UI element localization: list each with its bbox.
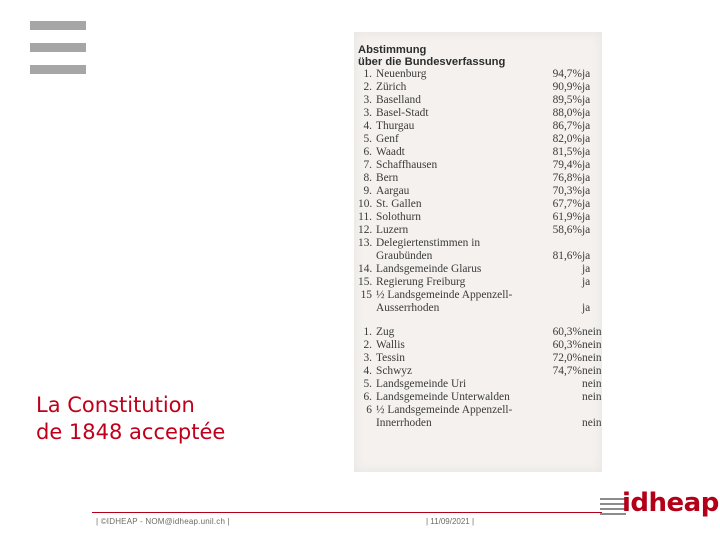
- table-row: [358, 365, 602, 378]
- canton-name: Schwyz: [376, 365, 413, 377]
- canton-name: Waadt: [376, 146, 405, 158]
- canton-name: Regierung Freiburg: [376, 276, 466, 288]
- table-row: [358, 339, 602, 352]
- row-number: 4.: [363, 365, 372, 377]
- row-number: 3.: [363, 94, 372, 106]
- row-number: 6.: [363, 146, 372, 158]
- row-number: 5.: [363, 378, 372, 390]
- vote-result: ja: [582, 185, 591, 197]
- row-number: 2.: [363, 81, 372, 93]
- vote-result: ja: [582, 211, 591, 223]
- canton-name: Zug: [376, 326, 395, 338]
- table-title-line2: über die Bundesverfassung: [358, 56, 506, 68]
- vote-result: ja: [582, 250, 591, 262]
- menu-bar: [30, 65, 86, 74]
- vote-result: ja: [582, 159, 591, 171]
- table-row: [358, 263, 594, 276]
- row-number: 4.: [363, 120, 372, 132]
- canton-name: Aargau: [376, 185, 410, 197]
- canton-name: Landsgemeinde Uri: [376, 378, 467, 390]
- canton-name: Wallis: [376, 339, 405, 351]
- menu-icon[interactable]: [30, 21, 86, 87]
- table-row: [358, 250, 594, 263]
- vote-result: ja: [582, 68, 591, 80]
- vote-result: ja: [582, 302, 591, 314]
- row-number: 1.: [363, 326, 372, 338]
- row-number: 5.: [363, 133, 372, 145]
- vote-result: ja: [582, 146, 591, 158]
- row-number: 15.: [358, 276, 373, 288]
- menu-bar: [30, 21, 86, 30]
- footer-divider: [92, 512, 602, 513]
- table-row: [358, 391, 602, 404]
- canton-name: Graubünden: [376, 250, 433, 262]
- table-row: [358, 120, 594, 133]
- table-row: [358, 107, 594, 120]
- vote-result: ja: [582, 133, 591, 145]
- canton-name: Baselland: [376, 94, 421, 106]
- vote-result: ja: [582, 263, 591, 275]
- row-number: 10.: [358, 198, 373, 210]
- vote-result: nein: [582, 326, 602, 338]
- row-number: 6.: [363, 391, 372, 403]
- table-row: [358, 185, 594, 198]
- idheap-logo: [600, 488, 719, 520]
- table-title-line1: Abstimmung: [358, 44, 427, 56]
- row-number: 13.: [358, 237, 373, 249]
- vote-result: nein: [582, 417, 602, 429]
- footer-contact: | ©IDHEAP - NOM@idheap.unil.ch |: [96, 517, 230, 526]
- canton-name: Schaffhausen: [376, 159, 438, 171]
- vote-percentage: 61,9%: [552, 211, 582, 223]
- slide-title-line2: de 1848 acceptée: [36, 420, 226, 444]
- table-row: [358, 276, 594, 289]
- row-number: 15: [360, 289, 372, 301]
- table-row: [358, 289, 594, 302]
- canton-name: Bern: [376, 172, 399, 184]
- vote-result: ja: [582, 276, 591, 288]
- canton-name: St. Gallen: [376, 198, 422, 210]
- table-row: [358, 302, 594, 315]
- vote-percentage: 60,3%: [552, 326, 582, 338]
- vote-percentage: 67,7%: [552, 198, 582, 210]
- vote-result: ja: [582, 81, 591, 93]
- table-row: [358, 172, 594, 185]
- vote-percentage: 76,8%: [552, 172, 582, 184]
- scanned-vote-table: [354, 32, 602, 472]
- row-number: 12.: [358, 224, 373, 236]
- canton-name: Delegiertenstimmen in: [376, 237, 481, 249]
- table-row: [358, 378, 602, 391]
- table-row: [358, 133, 594, 146]
- vote-percentage: 81,6%: [552, 250, 582, 262]
- row-number: 6: [366, 404, 372, 416]
- table-row: [358, 237, 594, 250]
- vote-result: nein: [582, 391, 602, 403]
- vote-table-content: [358, 44, 602, 430]
- vote-result: nein: [582, 352, 602, 364]
- row-number: 3.: [363, 107, 372, 119]
- vote-result: nein: [582, 339, 602, 351]
- section-gap: [358, 315, 594, 326]
- vote-percentage: 86,7%: [552, 120, 582, 132]
- rejected-cantons-list: [358, 326, 602, 430]
- canton-name: Genf: [376, 133, 399, 145]
- accepted-cantons-list: [358, 68, 594, 315]
- canton-name: Luzern: [376, 224, 409, 236]
- vote-percentage: 81,5%: [552, 146, 582, 158]
- table-row: [358, 417, 602, 430]
- vote-percentage: 60,3%: [552, 339, 582, 351]
- table-row: [358, 198, 594, 211]
- vote-percentage: 74,7%: [552, 365, 582, 377]
- canton-name: Landsgemeinde Glarus: [376, 263, 482, 275]
- table-row: [358, 211, 594, 224]
- footer-date: | 11/09/2021 |: [426, 517, 475, 526]
- vote-percentage: 58,6%: [552, 224, 582, 236]
- vote-result: ja: [582, 172, 591, 184]
- table-row: [358, 159, 594, 172]
- row-number: 2.: [363, 339, 372, 351]
- canton-name: Neuenburg: [376, 68, 427, 80]
- row-number: 14.: [358, 263, 373, 275]
- canton-name: Ausserrhoden: [376, 302, 440, 314]
- vote-percentage: 94,7%: [552, 68, 582, 80]
- table-row: [358, 146, 594, 159]
- vote-result: ja: [582, 94, 591, 106]
- vote-result: ja: [582, 198, 591, 210]
- slide-title-line1: La Constitution: [36, 393, 195, 417]
- table-row: [358, 352, 602, 365]
- slide-title: [36, 392, 225, 446]
- vote-result: nein: [582, 378, 602, 390]
- table-row: [358, 94, 594, 107]
- logo-wordmark: idheap: [622, 488, 719, 518]
- vote-percentage: 70,3%: [552, 185, 582, 197]
- row-number: 8.: [363, 172, 372, 184]
- vote-percentage: 90,9%: [552, 81, 582, 93]
- row-number: 3.: [363, 352, 372, 364]
- canton-name: Thurgau: [376, 120, 415, 132]
- vote-result: ja: [582, 120, 591, 132]
- vote-percentage: 88,0%: [552, 107, 582, 119]
- table-row: [358, 81, 594, 94]
- row-number: 9.: [363, 185, 372, 197]
- row-number: 7.: [363, 159, 372, 171]
- canton-name: Solothurn: [376, 211, 421, 223]
- vote-percentage: 89,5%: [552, 94, 582, 106]
- vote-percentage: 72,0%: [552, 352, 582, 364]
- row-number: 1.: [363, 68, 372, 80]
- row-number: 11.: [358, 211, 372, 223]
- canton-name: ½ Landsgemeinde Appenzell-: [376, 404, 513, 416]
- canton-name: Landsgemeinde Unterwalden: [376, 391, 510, 403]
- canton-name: Basel-Stadt: [376, 107, 429, 119]
- canton-name: Zürich: [376, 81, 407, 93]
- vote-result: ja: [582, 107, 591, 119]
- table-row: [358, 224, 594, 237]
- table-row: [358, 404, 594, 417]
- canton-name: Tessin: [376, 352, 405, 364]
- vote-result: ja: [582, 224, 591, 236]
- canton-name: Innerrhoden: [376, 417, 432, 429]
- table-row: [358, 326, 602, 339]
- vote-percentage: 79,4%: [552, 159, 582, 171]
- vote-percentage: 82,0%: [552, 133, 582, 145]
- table-row: [358, 68, 594, 81]
- canton-name: ½ Landsgemeinde Appenzell-: [376, 289, 513, 301]
- menu-bar: [30, 43, 86, 52]
- vote-result: nein: [582, 365, 602, 377]
